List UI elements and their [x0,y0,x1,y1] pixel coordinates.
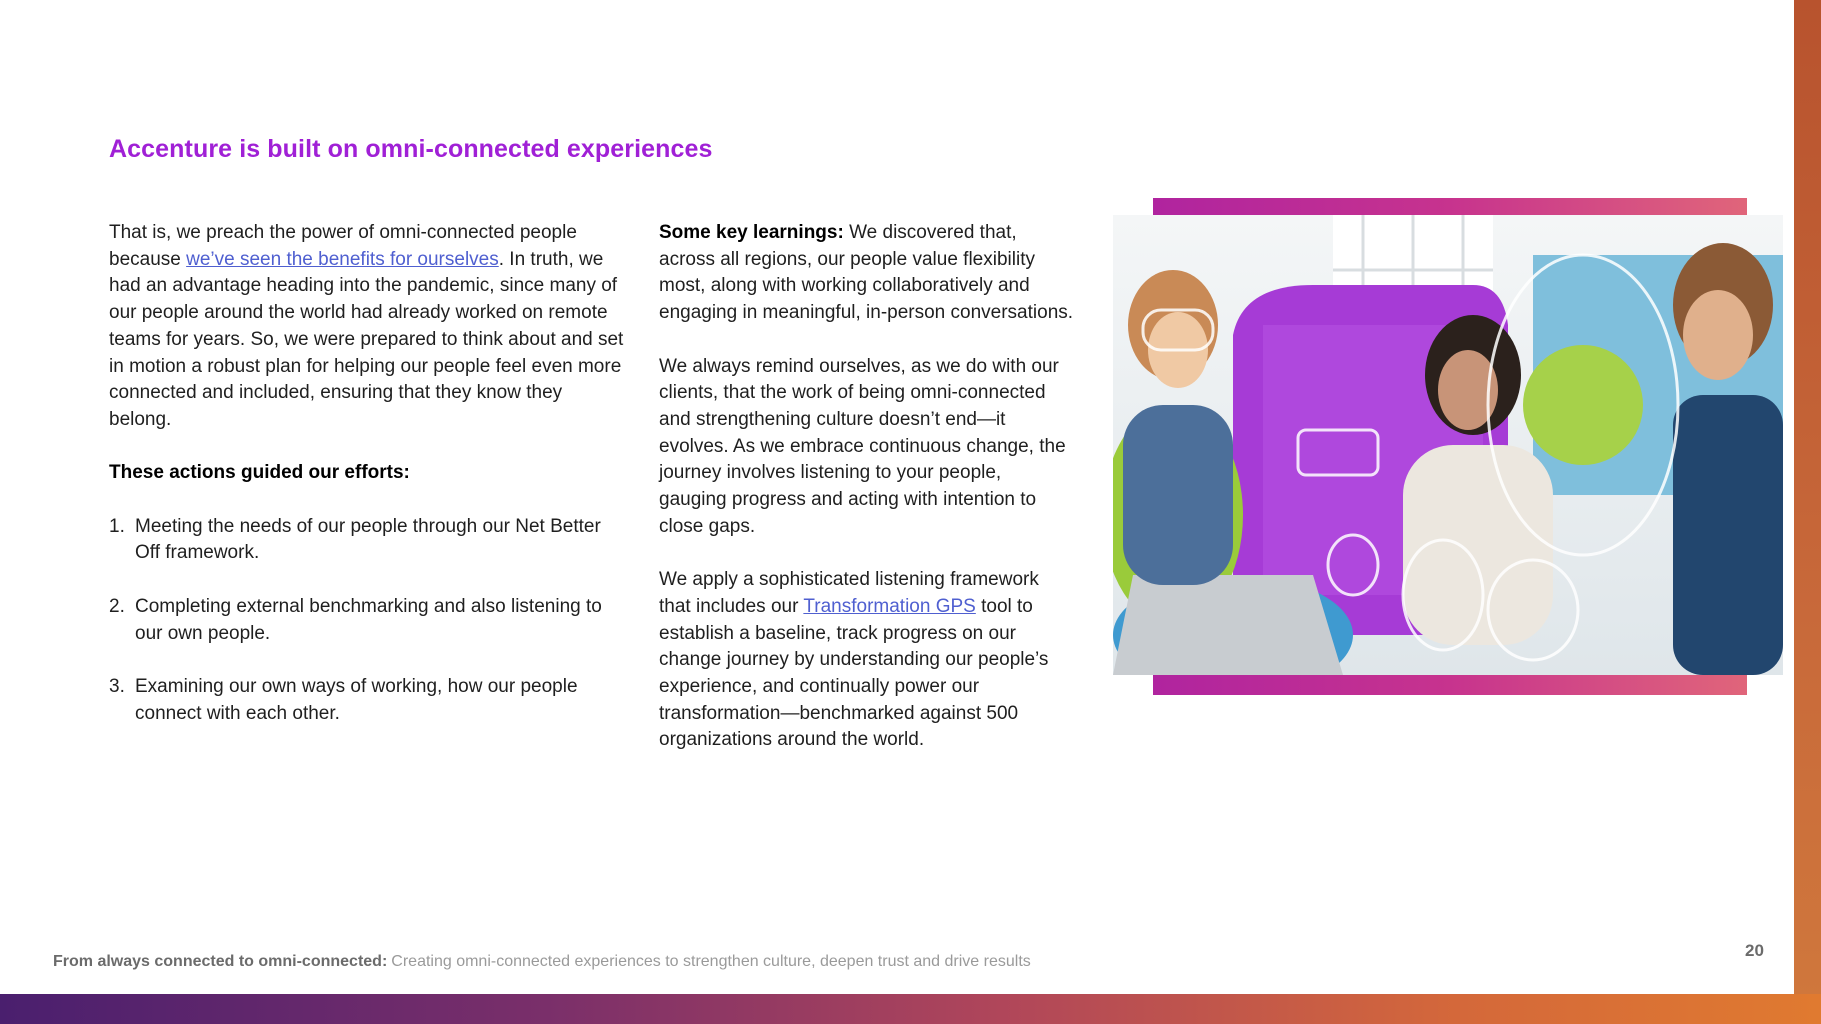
learnings-text: We discovered that, across all regions, our people value flexibility most, along with working collaboratively and engaging in meaningful, in-person conversations. [659,222,1074,324]
actions-list [109,514,629,728]
accent-bar-top [1153,198,1747,215]
right-edge-band [1794,0,1821,1024]
team-conversation-photo [1113,215,1783,675]
middle-column [659,220,1074,754]
footer-title: From always connected to omni-connected: [53,953,388,970]
list-item-number: 3. [109,675,125,697]
footer-subtitle: Creating omni-connected experiences to strengthen culture, deepen trust and drive results [391,953,1031,970]
list-item [109,594,629,647]
apply-text-start: We apply a sophisticated listening framework that includes our [659,569,1039,617]
list-item-number: 2. [109,595,125,617]
intro-text-start: That is, we preach the power of omni-connected people because [109,222,577,270]
intro-text-end: . In truth, we had an advantage heading into the pandemic, since many of our people around the world had already worked on remote teams for years. So, we were prepared to think about and set in motion a robust plan for helping our people feel even more connected and included, ensuring that they know they belong. [109,248,624,430]
actions-heading: These actions guided our efforts: [109,462,410,484]
photo-frame [1113,198,1783,695]
page-title: Accenture is built on omni-connected experiences [109,135,713,163]
transformation-gps-link[interactable]: Transformation GPS [803,595,976,617]
learnings-label: Some key learnings: [659,222,844,243]
remind-paragraph: We always remind ourselves, as we do with our clients, that the work of being omni-connected and strengthening culture doesn’t end—it evolves. As we embrace continuous change, the journey involves listening to your people, gauging progress and acting with intention to close gaps. [659,355,1066,537]
list-item-text: Examining our own ways of working, how our people connect with each other. [135,675,578,724]
list-item-text: Completing external benchmarking and also listening to our own people. [135,595,602,644]
apply-paragraph [659,567,1074,754]
left-column [109,220,629,754]
list-item [109,674,629,727]
page-number: 20 [1745,941,1764,960]
list-item-number: 1. [109,515,125,537]
benefits-link[interactable]: we’ve seen the benefits for ourselves [186,248,499,270]
learnings-paragraph [659,220,1074,327]
accent-bar-bottom [1153,675,1747,695]
list-item-text: Meeting the needs of our people through our Net Better Off framework. [135,515,601,564]
intro-paragraph [109,220,629,434]
page-footer [53,953,1031,971]
apply-text-end: tool to establish a baseline, track progress on our change journey by understanding our people’s experience, and continually power our transformation—benchmarked against 500 organizations around the world. [659,595,1049,751]
list-item [109,514,629,567]
bottom-gradient-band [0,994,1821,1024]
